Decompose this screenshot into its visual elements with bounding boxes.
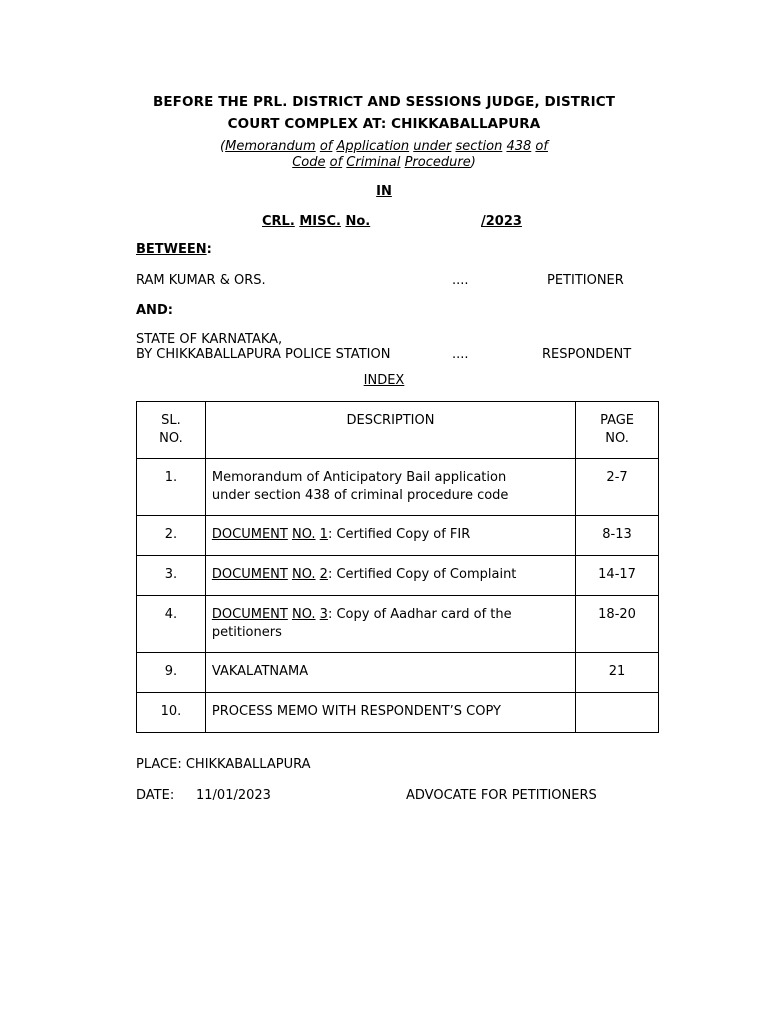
heading-subtitle-line-2 bbox=[0, 155, 768, 170]
row-sl: 1. bbox=[137, 459, 206, 516]
table-row bbox=[137, 596, 659, 653]
table-row bbox=[137, 693, 659, 733]
petitioner-role: PETITIONER bbox=[547, 273, 624, 288]
table-row bbox=[137, 556, 659, 596]
table-row bbox=[137, 459, 659, 516]
word-procedure: Procedure bbox=[404, 155, 471, 170]
index-table bbox=[136, 401, 659, 733]
open-paren: ( bbox=[220, 139, 226, 154]
row-doc-word: DOCUMENT bbox=[211, 527, 288, 542]
row-sl: 2. bbox=[137, 516, 206, 556]
row-page: 14-17 bbox=[576, 556, 659, 596]
row-description: PROCESS MEMO WITH RESPONDENT’S COPY bbox=[205, 693, 575, 733]
between-word: BETWEEN bbox=[136, 242, 207, 257]
word-code: Code bbox=[292, 155, 326, 170]
row-desc-line-1: Memorandum of Anticipatory Bail application bbox=[211, 470, 507, 485]
table-row bbox=[137, 516, 659, 556]
word-of: of bbox=[319, 139, 333, 154]
word-memorandum: Memorandum bbox=[225, 139, 316, 154]
word-of-2: of bbox=[535, 139, 548, 154]
respondent-dots: .... bbox=[452, 347, 469, 362]
petitioner-dots: .... bbox=[452, 273, 469, 288]
table-row bbox=[137, 653, 659, 693]
row-page: 2-7 bbox=[576, 459, 659, 516]
row-sl: 9. bbox=[137, 653, 206, 693]
heading-subtitle-line-1 bbox=[0, 139, 768, 154]
header-sl-line-2: NO. bbox=[159, 430, 183, 446]
row-doc-title: : Certified Copy of Complaint bbox=[327, 567, 517, 582]
row-page: 21 bbox=[576, 653, 659, 693]
row-doc-title: : Copy of Aadhar card of the bbox=[327, 607, 512, 622]
row-description bbox=[205, 596, 575, 653]
row-no-word: NO. bbox=[291, 567, 316, 582]
case-number-label bbox=[262, 214, 370, 229]
heading-line-1: BEFORE THE PRL. DISTRICT AND SESSIONS JUDGE, DISTRICT bbox=[152, 94, 616, 110]
row-doc-number: 3 bbox=[319, 607, 328, 622]
word-438: 438 bbox=[506, 139, 532, 154]
row-sl: 10. bbox=[137, 693, 206, 733]
row-doc-number: 2 bbox=[319, 567, 328, 582]
row-page: 8-13 bbox=[576, 516, 659, 556]
date-value: 11/01/2023 bbox=[196, 788, 271, 803]
header-page-line-2: NO. bbox=[605, 430, 629, 446]
word-application: Application bbox=[336, 139, 410, 154]
row-doc-title: : Certified Copy of FIR bbox=[327, 527, 471, 542]
row-doc-title-line-2: petitioners bbox=[211, 624, 282, 640]
header-page-no bbox=[576, 402, 659, 459]
and-label: AND: bbox=[136, 303, 173, 318]
row-description: VAKALATNAMA bbox=[205, 653, 575, 693]
row-sl: 4. bbox=[137, 596, 206, 653]
heading-line-2: COURT COMPLEX AT: CHIKKABALLAPURA bbox=[227, 116, 541, 132]
advocate-signature-line: ADVOCATE FOR PETITIONERS bbox=[406, 788, 597, 803]
row-description bbox=[205, 556, 575, 596]
row-doc-word: DOCUMENT bbox=[211, 607, 288, 622]
word-criminal: Criminal bbox=[346, 155, 401, 170]
word-under: under bbox=[413, 139, 452, 154]
row-page: 18-20 bbox=[576, 596, 659, 653]
row-doc-word: DOCUMENT bbox=[211, 567, 288, 582]
row-sl: 3. bbox=[137, 556, 206, 596]
header-sl-no bbox=[137, 402, 206, 459]
header-description: DESCRIPTION bbox=[205, 402, 575, 459]
petitioner-name: RAM KUMAR & ORS. bbox=[136, 273, 266, 288]
row-no-word: NO. bbox=[291, 607, 316, 622]
row-no-word: NO. bbox=[291, 527, 316, 542]
between-colon: : bbox=[206, 242, 212, 257]
between-label bbox=[136, 242, 212, 257]
case-year: /2023 bbox=[481, 214, 522, 229]
in-label: IN bbox=[376, 184, 392, 199]
case-no: No. bbox=[345, 214, 371, 229]
close-paren: ) bbox=[470, 155, 476, 170]
header-page-line-1: PAGE bbox=[600, 413, 635, 428]
respondent-line-1: STATE OF KARNATAKA, bbox=[136, 332, 283, 347]
case-crl: CRL. bbox=[262, 214, 295, 229]
respondent-role: RESPONDENT bbox=[542, 347, 632, 362]
table-header-row bbox=[137, 402, 659, 459]
row-doc-number: 1 bbox=[319, 527, 328, 542]
word-section: section bbox=[455, 139, 503, 154]
row-desc-line-2: under section 438 of criminal procedure code bbox=[211, 487, 509, 503]
header-sl-line-1: SL. bbox=[161, 413, 181, 428]
date-label: DATE: bbox=[136, 788, 175, 803]
respondent-line-2: BY CHIKKABALLAPURA POLICE STATION bbox=[136, 347, 391, 362]
index-label: INDEX bbox=[363, 373, 405, 388]
place-line: PLACE: CHIKKABALLAPURA bbox=[136, 757, 311, 772]
case-misc: MISC. bbox=[299, 214, 341, 229]
row-page bbox=[576, 693, 659, 733]
row-description bbox=[205, 459, 575, 516]
row-description bbox=[205, 516, 575, 556]
word-of-3: of bbox=[329, 155, 343, 170]
